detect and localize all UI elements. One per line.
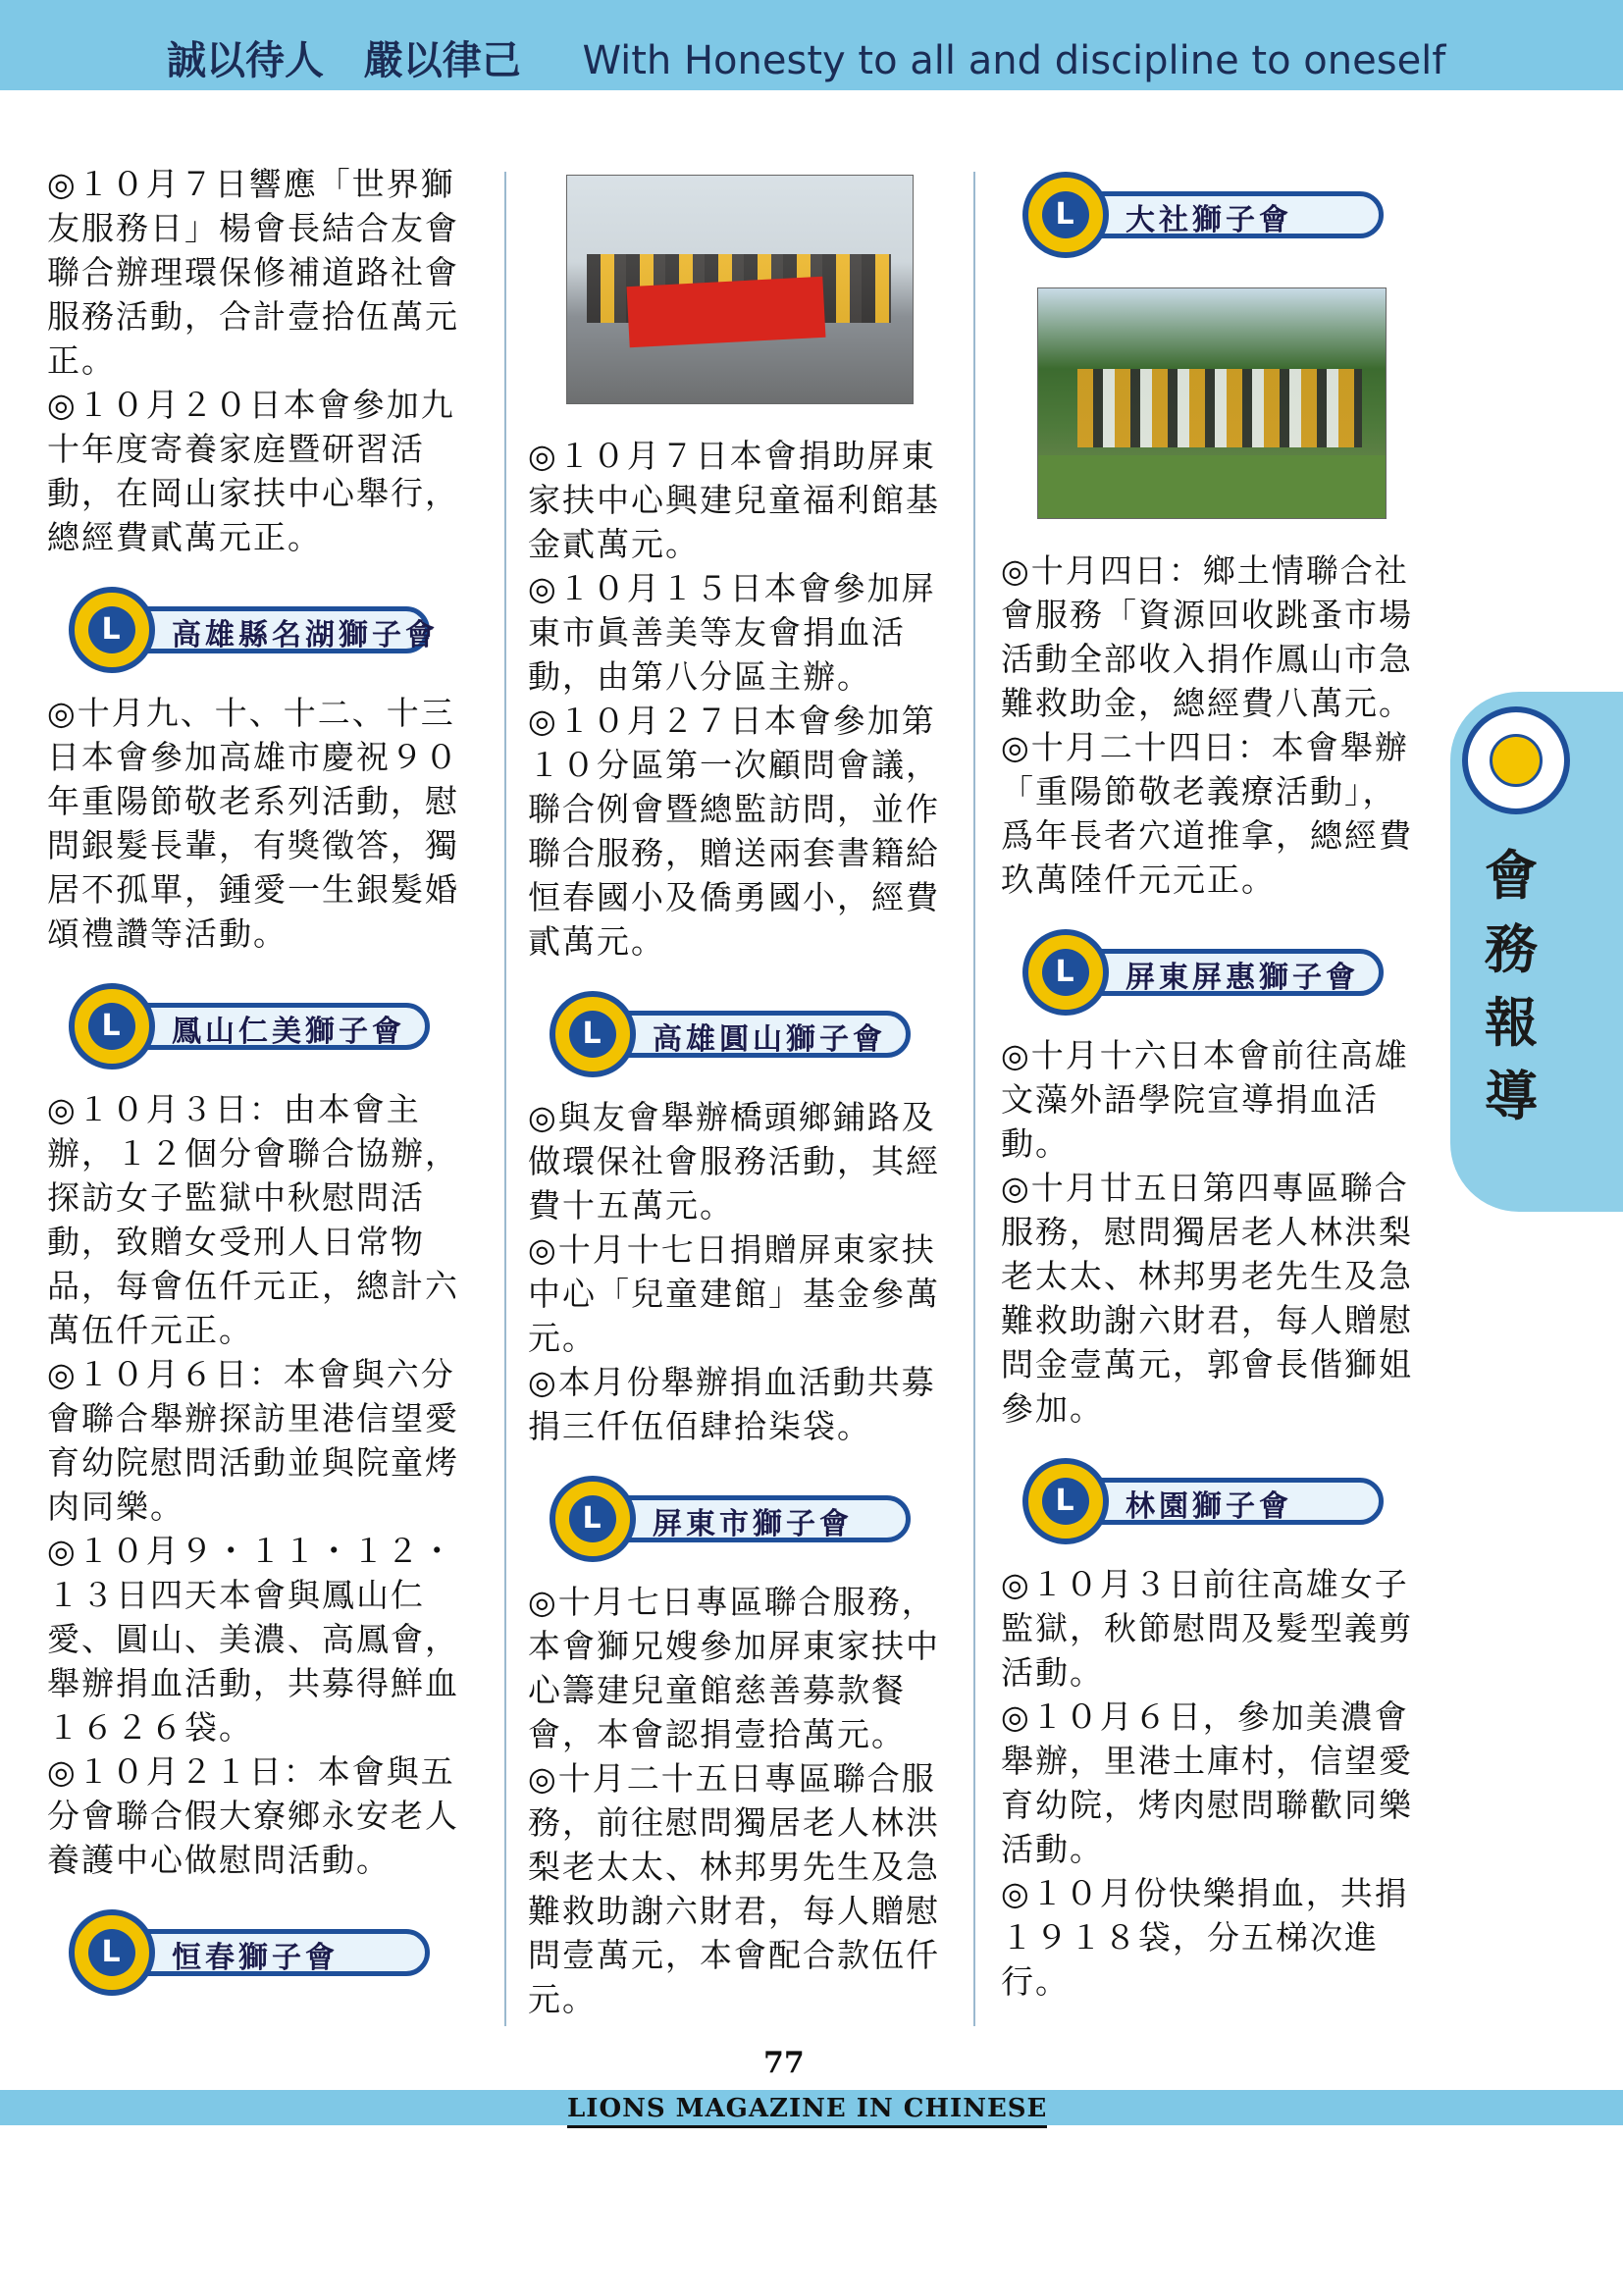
column-divider-2 [973,172,975,2026]
article-paragraph: ◎１０月６日，參加美濃會舉辦，里港土庫村，信望愛育幼院，烤肉慰問聯歡同樂活動。 [1001,1697,1413,1868]
article-paragraph: ◎十月十六日本會前往高雄文藻外語學院宣導捐血活動。 [1001,1036,1409,1163]
lions-emblem-icon: L [550,991,636,1077]
lions-emblem-icon: L [69,983,155,1070]
club-name: 屏東市獅子會 [653,1507,853,1541]
article-paragraph: ◎１０月２０日本會參加九十年度寄養家庭暨研習活動，在岡山家扶中心舉行，總經費貳萬元正。 [47,386,459,556]
article-paragraph: ◎十月九、十、十二、十三日本會參加高雄市慶祝９０年重陽節敬老系列活動，慰問銀髮長輩，有獎徵答，獨居不孤單，鍾愛一生銀髮婚頌禮讚等活動。 [47,694,459,953]
club-name: 屏東屏惠獅子會 [1126,961,1359,995]
article-paragraph: ◎與友會舉辦橋頭鄉鋪路及做環保社會服務活動，其經費十五萬元。 [528,1098,940,1225]
article-paragraph: ◎十月二十五日專區聯合服務，前往慰問獨居老人林洪梨老太太、林邦男先生及急難救助謝六財君，每人贈慰問壹萬元，本會配合款伍仟元。 [528,1759,940,2018]
article-paragraph: ◎１０月６日：本會與六分會聯合舉辦探訪里港信望愛育幼院慰問活動並與院童烤肉同樂。 [47,1355,459,1526]
article-paragraph: ◎１０月７日本會捐助屏東家扶中心興建兒童福利館基金貳萬元。 [528,437,940,563]
column-2 [528,175,952,2021]
motto-en: With Honesty to all and discipline to oneself [582,38,1446,83]
article-paragraph: ◎１０月７日響應「世界獅友服務日」楊會長結合友會聯合辦理環保修補道路社會服務活動，合計壹拾伍萬元正。 [47,165,459,380]
club-heading [1022,1458,1423,1544]
section-title: 會務報導 [1485,844,1538,1127]
club-name: 高雄縣名湖獅子會 [172,618,439,652]
article-paragraph: ◎１０月２７日本會參加第１０分區第一次顧問會議，聯合例會暨總監訪問，並作聯合服務，贈送兩套書籍給恒春國小及僑勇國小，經費貳萬元。 [528,702,940,961]
club-heading [550,1476,952,1562]
column-3 [1001,162,1423,2004]
club-heading [1022,929,1423,1016]
club-heading [69,983,479,1070]
article-paragraph: ◎１０月３日前往高雄女子監獄，秋節慰問及髮型義剪活動。 [1001,1565,1413,1692]
club-name: 恒春獅子會 [172,1941,339,1975]
article-paragraph: ◎十月廿五日第四專區聯合服務，慰問獨居老人林洪梨老太太、林邦男老先生及急難救助謝六財君，每人贈慰問金壹萬元，郭會長偕獅姐參加。 [1001,1169,1413,1428]
photo-people [1077,369,1362,447]
article-paragraph: ◎十月四日：鄉土情聯合社會服務「資源回收跳蚤市場活動全部收入捐作鳳山市急難救助金，總經費八萬元。 [1001,551,1413,722]
lions-emblem-icon: L [1022,1458,1109,1544]
article-paragraph: ◎十月十七日捐贈屏東家扶中心「兒童建館」基金參萬元。 [528,1230,940,1357]
article-paragraph: ◎１０月９・１１・１２・１３日四天本會與鳳山仁愛、圓山、美濃、高鳳會，舉辦捐血活動，共募得鮮血１６２６袋。 [47,1532,459,1747]
header-motto [167,29,1445,85]
column-divider-1 [504,172,506,2026]
article-paragraph: ◎本月份舉辦捐血活動共募捐三仟伍佰肆拾柒袋。 [528,1363,936,1445]
lions-emblem-icon: L [1022,172,1109,258]
lions-emblem-icon: L [69,1909,155,1996]
magazine-name: LIONS MAGAZINE IN CHINESE [567,2094,1047,2128]
article-paragraph: ◎１０月２１日：本會與五分會聯合假大寮鄉永安老人養護中心做慰問活動。 [47,1752,459,1879]
club-name: 高雄圓山獅子會 [653,1022,886,1057]
club-name: 鳳山仁美獅子會 [172,1015,405,1049]
motto-cn-1: 誠以待人 [167,38,324,83]
article-paragraph: ◎１０月３日：由本會主辦，１２個分會聯合協辦，探訪女子監獄中秋慰問活動，致贈女受刑人日常物品，每會伍仟元正，總計六萬伍仟元正。 [47,1090,459,1349]
page-number: 77 [763,2046,805,2080]
club-heading [1022,172,1423,258]
lions-emblem-icon: L [69,587,155,673]
lions-emblem-icon: L [550,1476,636,1562]
article-paragraph: ◎十月二十四日：本會舉辦「重陽節敬老義療活動」，爲年長者穴道推拿，總經費玖萬陸仟元元正。 [1001,728,1413,899]
club-name: 林園獅子會 [1126,1489,1292,1524]
article-paragraph: ◎十月七日專區聯合服務，本會獅兄嫂參加屏東家扶中心籌建兒童館慈善募款餐會，本會認捐壹拾萬元。 [528,1583,940,1753]
motto-cn-2: 嚴以律己 [363,38,521,83]
lions-international-badge-icon [1462,706,1570,814]
club-heading [69,1909,479,1996]
community-service-photo [1037,287,1387,519]
club-heading [69,587,479,673]
blood-drive-photo [566,175,914,404]
photo-banner [627,277,826,347]
club-name: 大社獅子會 [1126,203,1292,237]
column-1 [47,162,479,2013]
photo-ground [1038,455,1386,518]
lions-emblem-icon: L [1022,929,1109,1016]
article-paragraph: ◎１０月１５日本會參加屏東市眞善美等友會捐血活動，由第八分區主辦。 [528,569,936,696]
club-heading [550,991,952,1077]
article-paragraph: ◎１０月份快樂捐血，共捐１９１８袋，分五梯次進行。 [1001,1874,1409,2001]
